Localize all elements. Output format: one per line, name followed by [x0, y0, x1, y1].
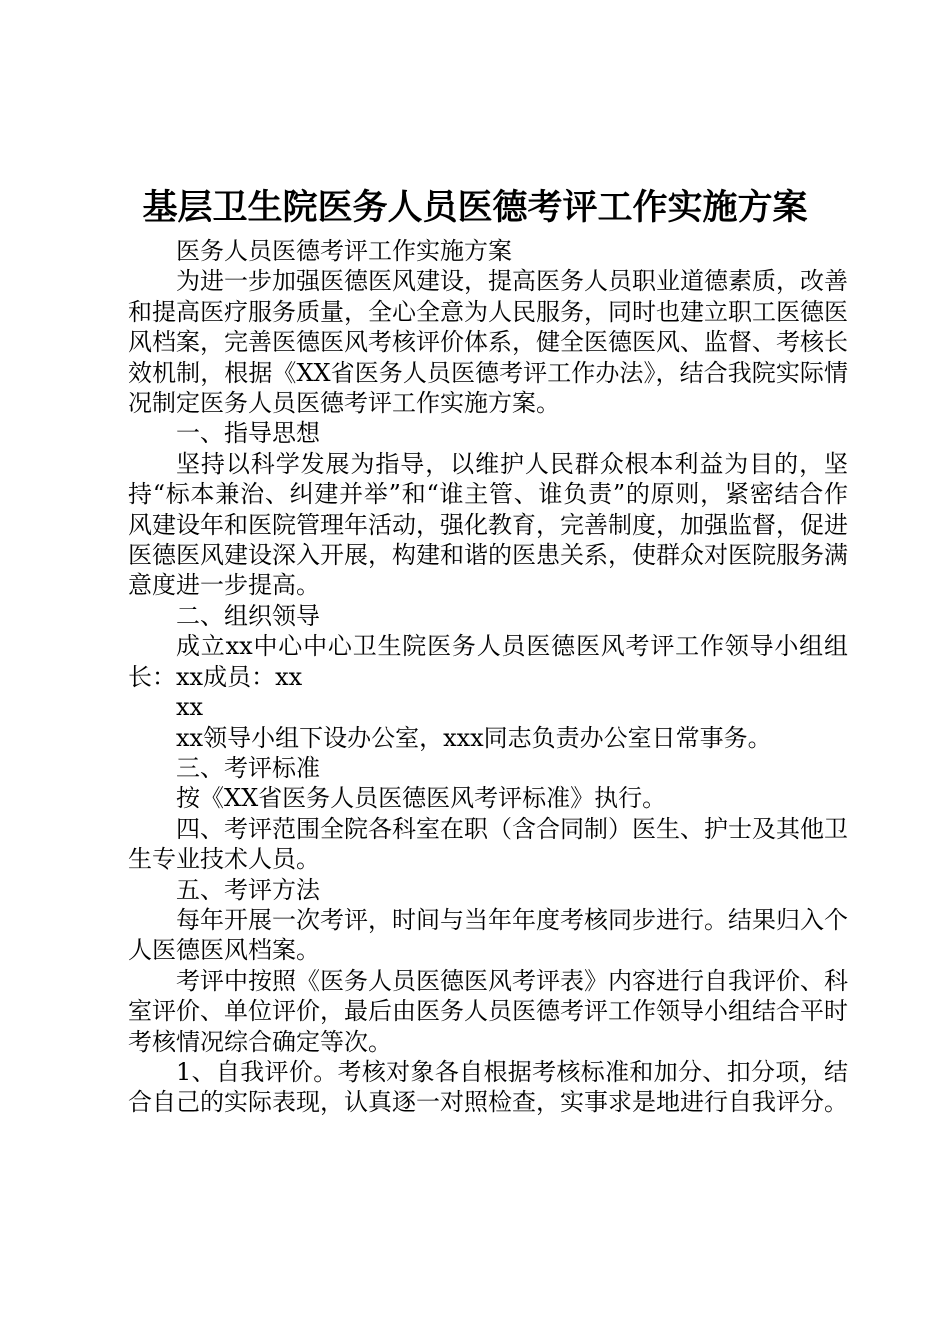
paragraph-methods-evaluation: 考评中按照《医务人员医德医风考评表》内容进行自我评价、科室评价、单位评价，最后由医务人员医德考评工作领导小组结合平时考核情况综合确定等次。	[128, 966, 848, 1056]
paragraph-organization: 成立xx中心中心卫生院医务人员医德医风考评工作领导小组组长：xx成员：xx	[128, 632, 848, 691]
paragraph-office: xx领导小组下设办公室，xxx同志负责办公室日常事务。	[176, 723, 772, 752]
paragraph-scope: 四、考评范围全院各科室在职（含合同制）医生、护士及其他卫生专业技术人员。	[128, 814, 848, 874]
paragraph-standards: 按《XX省医务人员医德医风考评标准》执行。	[176, 784, 667, 813]
heading-standards: 三、考评标准	[176, 753, 320, 782]
paragraph-organization-members: xx	[176, 693, 204, 722]
heading-organization: 二、组织领导	[176, 601, 320, 630]
paragraph-subtitle: 医务人员医德考评工作实施方案	[176, 237, 512, 265]
document-title: 基层卫生院医务人员医德考评工作实施方案	[142, 187, 808, 228]
heading-guiding-ideology: 一、指导思想	[176, 419, 320, 448]
paragraph-methods-annual: 每年开展一次考评，时间与当年年度考核同步进行。结果归入个人医德医风档案。	[128, 905, 848, 965]
paragraph-intro: 为进一步加强医德医风建设，提高医务人员职业道德素质，改善和提高医疗服务质量，全心全意为人民服务，同时也建立职工医德医风档案，完善医德医风考核评价体系，健全医德医风、监督、考核长效机制，根据《XX省医务人员医德考评工作办法》，结合我院实际情况制定医务人员医德考评工作实施方案。	[128, 267, 848, 418]
document-body	[128, 236, 848, 1118]
paragraph-guiding-ideology: 坚持以科学发展为指导，以维护人民群众根本利益为目的，坚持“标本兼治、纠建并举”和“谁主管、谁负责”的原则，紧密结合作风建设年和医院管理年活动，强化教育，完善制度，加强监督，促进医德医风建设深入开展，构建和谐的医患关系，使群众对医院服务满意度进一步提高。	[128, 449, 848, 600]
paragraph-self-evaluation: 1、自我评价。考核对象各自根据考核标准和加分、扣分项，结合自己的实际表现，认真逐一对照检查，实事求是地进行自我评分。	[128, 1057, 848, 1117]
heading-methods: 五、考评方法	[176, 875, 320, 904]
